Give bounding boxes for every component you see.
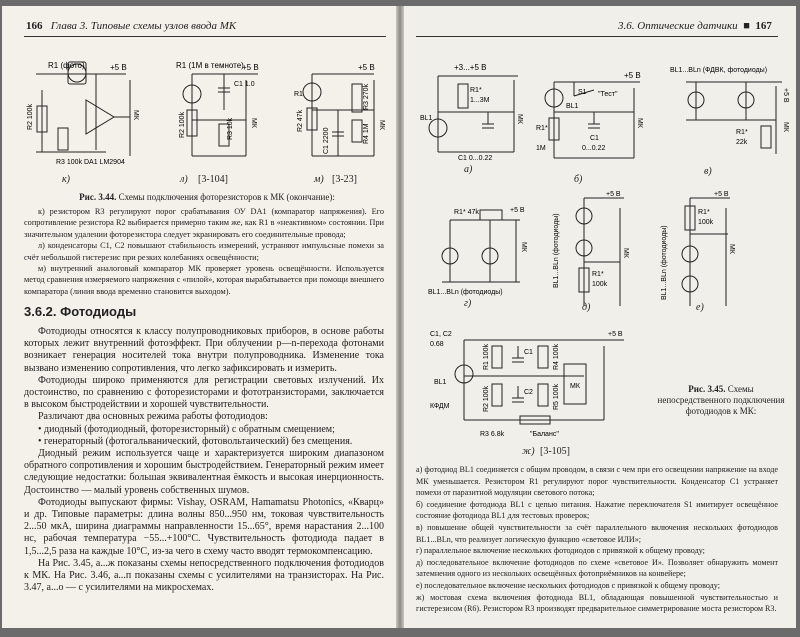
note-a: а) фотодиод BL1 соединяется с общим проводом, в связи с чем при его освещении напряжение на входе МК уменьшается. Резистором R1 регулируют порог чувствительности. Конденсатор C1 устраняет помехи от паразитной модуляции светового потока; — [416, 465, 778, 498]
g-r5-label: R5 100k — [553, 383, 560, 410]
body-para: Различают два основных режима работы фотодиодов: — [38, 411, 268, 423]
figure-caption — [42, 192, 372, 203]
c-vcc-label: +5 В — [782, 88, 789, 103]
section-title: 3.6.2. Фотодиоды — [24, 304, 137, 319]
right-header: 3.6. Оптические датчики ■ 167 — [618, 20, 772, 32]
l-vcc-label: +5 В — [242, 63, 259, 72]
k-r3-label: R3 100k — [56, 159, 83, 166]
left-chapter-title: Глава 3. Типовые схемы узлов ввода МК — [50, 20, 237, 32]
c-r1-value: 22k — [736, 139, 748, 146]
body-para: На Рис. 3.45, а...ж показаны схемы непосредственного подключения фотодиодов к МК. На Рис. 3.46, а...п показаны схемы с усилителями на транзисторах. На Рис. 3.47, а...о — с усилителями на микросхемах. — [24, 557, 384, 594]
fig-ref-l: [3-104] — [198, 174, 228, 185]
e-bl-label: BL1...BLn (фотодиоды) — [553, 213, 560, 288]
fig-label-g: ж) — [522, 446, 535, 457]
m-r3-label: R3 270k — [363, 83, 370, 110]
k-da1-label: DA1 LM2904 — [84, 159, 125, 166]
g-balance-label: "Баланс" — [530, 431, 559, 438]
body-para: Фотодиоды выпускают фирмы: Vishay, OSRAM, Hamamatsu Photonics, «Кварц» и др. Типовые параметры: длина волны 850...950 нм, токовая чувствительность 2...50 мкА, ширина диаграммы направленности 15...65°, время нарастания 2...100 нс, рабочая температура −55...+100°С. Чувствительность фотодиода падает в 1,5...2,5 раза на каждые 10°С, из-за чего в схему часто вводят термокомпенсацию. — [24, 496, 384, 557]
circuit-d — [424, 202, 534, 298]
m-r2-label: R2 47k — [297, 109, 304, 132]
g-c2-label: C2 — [524, 389, 533, 396]
circuit-g — [424, 324, 644, 440]
g-bl1-label: BL1 — [434, 379, 447, 386]
b-bl1-label: BL1 — [566, 103, 579, 110]
left-header — [26, 20, 236, 32]
a-mk-label: МК — [516, 114, 523, 124]
b-mk-label: МК — [636, 118, 643, 128]
left-page — [2, 6, 396, 628]
book-gutter — [396, 6, 404, 628]
b-s1-label: S1 — [578, 89, 587, 96]
caption-notes — [24, 206, 384, 297]
body-bullet: • генераторный (фотогальванический, фотовольтаический) без смещения. — [38, 435, 353, 447]
l-mk-label: МК — [250, 118, 257, 128]
m-mk-label: МК — [378, 120, 385, 130]
g-r4-label: R4 100k — [553, 343, 560, 370]
fig-label-d: г) — [464, 298, 472, 309]
b-vcc-label: +5 В — [624, 71, 641, 80]
note-l: л) конденсаторы C1, C2 повышают стабильность измерений, устраняют импульсные помехи за счёт небольшой гистерезис при резких колебаниях освещённости; — [24, 241, 384, 262]
fig-label-e: д) — [582, 302, 591, 313]
g-r2-label: R2 100k — [483, 385, 490, 412]
c-bl-label: BL1...BLn (ФДВК, фотодиоды) — [670, 67, 768, 74]
f-bl-label: BL1...BLn (фотодиоды) — [661, 225, 668, 300]
right-section-title: 3.6. Оптические датчики — [618, 20, 738, 32]
b-c1-label: C1 — [590, 135, 599, 142]
d-bl-label: BL1...BLn (фотодиоды) — [428, 289, 503, 296]
a-vcc-label: +3...+5 В — [454, 63, 487, 72]
caption-text: Схемы подключения фоторезисторов к МК (окончание): — [118, 192, 335, 202]
body-bullet: • диодный (фотодиодный, фоторезисторный) с обратным смещением; — [38, 423, 335, 435]
f-r1-value: 100k — [698, 219, 714, 226]
figure-caption-right — [656, 384, 786, 417]
note-d: г) параллельное включение нескольких фотодиодов с привязкой к общему проводу; — [416, 546, 705, 556]
body-text — [24, 326, 384, 594]
a-r1-value: 1...3М — [470, 97, 490, 104]
left-header-rule — [24, 36, 386, 37]
l-r2-label: R2 100k — [179, 111, 186, 138]
g-vcc-label: +5 В — [608, 331, 623, 338]
fig-label-l: л) — [180, 174, 188, 185]
f-mk-label: МК — [728, 244, 735, 254]
body-para: Фотодиоды широко применяются для регистрации световых излучений. Их достоинство, по сравнению с фоторезисторами и фототранзисторами, заключается в высоком быстродействии и хорошей чувствительности. — [24, 374, 384, 411]
m-r1-label: R1 — [294, 91, 303, 98]
note-f: е) последовательное включение нескольких фотодиодов с привязкой к общему проводу; — [416, 580, 720, 590]
l-r3-label: R3 10k — [227, 117, 234, 140]
c-r1-label: R1* — [736, 129, 748, 136]
d-mk-label: МК — [520, 242, 527, 252]
b-r1-value: 1М — [536, 145, 546, 152]
e-vcc-label: +5 В — [606, 191, 621, 198]
body-para: Фотодиоды относятся к классу полупроводниковых приборов, в основе работы которых лежит внутренний фотоэффект. При облучении p—n-перехода фотонами возникает генерация носителей тока внутри полупроводника. Изменение тока вызвано изменению сопротивления, что легко зафиксировать и измерить. — [24, 326, 384, 374]
a-r1-label: R1* — [470, 87, 482, 94]
a-bl1-label: BL1 — [420, 115, 433, 122]
circuit-f — [654, 188, 744, 314]
circuit-e — [544, 188, 634, 314]
b-r1-label: R1* — [536, 125, 548, 132]
l-c1-label: C1 1.0 — [234, 81, 255, 88]
m-c1-label: C1 2200 — [323, 127, 330, 154]
k-r1-label: R1 (фото) — [48, 61, 85, 70]
caption-number: Рис. 3.44. — [79, 192, 117, 202]
g-r1-label: R1 100k — [483, 343, 490, 370]
caption-notes-right — [416, 464, 778, 615]
caption-text-right: Схемы непосредственного подключения фотодиодов к МК: — [657, 384, 785, 416]
fig-label-b: б) — [574, 174, 583, 185]
k-r2-label: R2 100k — [27, 103, 34, 130]
g-c-label: C1, C2 — [430, 331, 452, 338]
circuit-b — [534, 68, 654, 172]
l-r1-label: R1 (1М в темноте) — [176, 61, 244, 70]
note-m: м) внутренний аналоговый компаратор МК проверяет уровень освещённости. Используется метод сравнения измеряемого напряжения с «пилой», которая вырабатывается при помощи внешнего компаратора (линия ввода временно становится выходом). — [24, 264, 384, 296]
e-r1-value: 100k — [592, 281, 608, 288]
b-test-label: "Тест" — [598, 91, 618, 98]
e-r1-label: R1* — [592, 271, 604, 278]
f-r1-label: R1* — [698, 209, 710, 216]
fig-label-k: к) — [62, 174, 71, 185]
fig-label-m: м) — [314, 174, 324, 185]
m-r4-label: R4 1М — [363, 123, 370, 144]
a-c1-label: C1 0...0.22 — [458, 155, 493, 162]
note-b: б) соединение фотодиода BL1 с цепью питания. Нажатие переключателя S1 имитирует освещённое состояние фотодиода BL1 для тестовых проверок; — [416, 499, 778, 521]
g-c1-label: C1 — [524, 349, 533, 356]
right-header-rule — [416, 36, 778, 37]
k-vcc-label: +5 В — [110, 63, 127, 72]
g-r3-label: R3 6.8k — [480, 431, 505, 438]
note-c: в) повышение общей чувствительности за счёт параллельного включения нескольких фотодиодов BL1...BLn, что реализует логическую функцию «световое ИЛИ»; — [416, 522, 778, 544]
circuit-m — [292, 60, 392, 170]
note-k: к) резистором R3 регулируют порог срабатывания ОУ DA1 (компаратор напряжения). Его сопротивление резистора R2 выбирается примерно таким же, как R1 в «неактивном» состоянии. При значительном удалении фоторезистора следует экранировать его соединительные провода; — [24, 207, 384, 239]
d-r1-label: R1* 47k — [454, 209, 479, 216]
k-mk-label: МК — [132, 110, 139, 120]
e-mk-label: МК — [622, 248, 629, 258]
circuit-l — [162, 60, 274, 170]
note-e: д) последовательное включение фотодиодов по схеме «световое И». Позволяет обнаружить момент затемнения одного из нескольких освещённых фотоприёмников на конвейере; — [416, 557, 778, 579]
g-kfdm-label: КФДМ — [430, 403, 450, 410]
right-page — [404, 6, 796, 628]
g-mk-label: МК — [570, 383, 580, 390]
fig-label-c: в) — [704, 166, 712, 177]
fig-label-f: е) — [696, 302, 704, 313]
g-c-value: 0.68 — [430, 341, 444, 348]
body-para: Диодный режим используется чаще и характеризуется широким диапазоном обратного сопротивления и хорошим быстродействием. Генераторный режим имеет следующие недостатки: большая эквивалентная ёмкость и высокая инерционность. Достоинство — малый уровень собственных шумов. — [24, 448, 384, 496]
right-page-number: 167 — [755, 20, 772, 32]
fig-ref-g: [3-105] — [540, 446, 570, 457]
circuit-c — [666, 60, 794, 160]
fig-label-a: а) — [464, 164, 473, 175]
caption-number-right: Рис. 3.45. — [688, 384, 726, 394]
c-mk-label: МК — [782, 122, 789, 132]
note-g: ж) мостовая схема включения фотодиода BL1, обладающая повышенной чувствительностью и гистерезисом (R6). Резистором R3 производят предварительное симметрирование моста резистором R3. — [416, 592, 778, 614]
fig-ref-m: [3-23] — [332, 174, 357, 185]
circuit-a — [418, 60, 522, 160]
f-vcc-label: +5 В — [714, 191, 729, 198]
d-vcc-label: +5 В — [510, 207, 525, 214]
circuit-k — [26, 60, 144, 170]
left-page-number: 166 — [26, 20, 43, 32]
b-c1-value: 0...0.22 — [582, 145, 606, 152]
m-vcc-label: +5 В — [358, 63, 375, 72]
